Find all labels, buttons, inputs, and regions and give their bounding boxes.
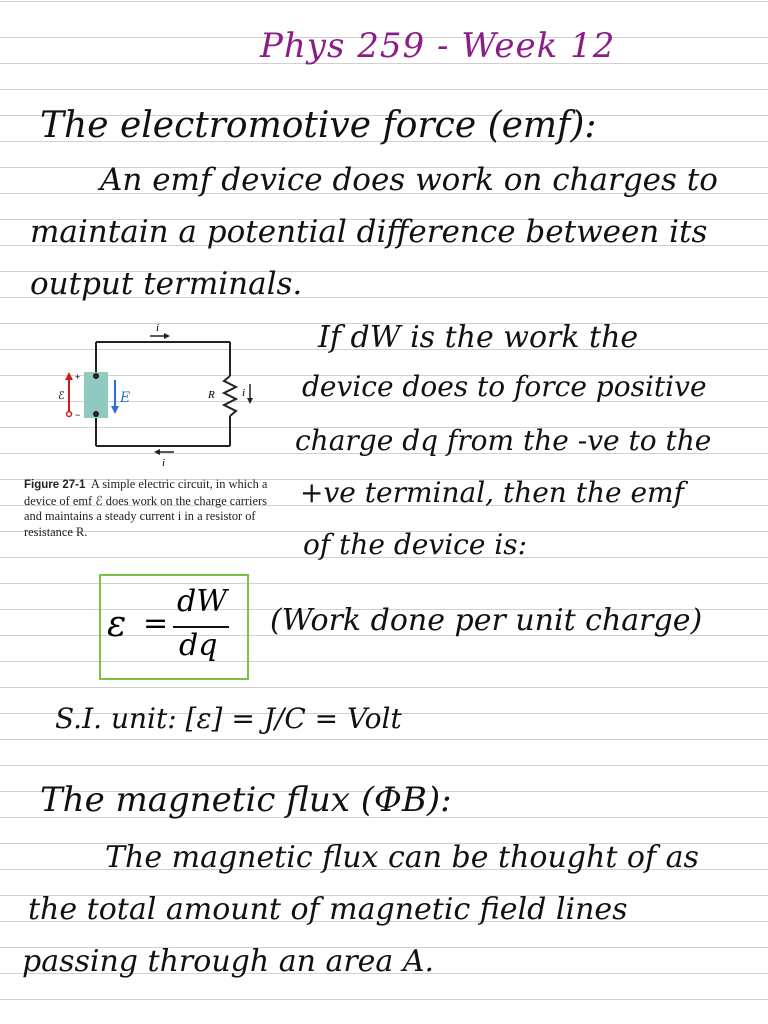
circuit-figure [58,320,258,470]
page-title: Phys 259 - Week 12 [260,26,616,66]
emf-definition-line-2: device does to force positive [302,370,707,403]
emf-line-1: An emf device does work on charges to [100,162,718,198]
resistor-symbol [224,376,236,416]
emf-definition-line-1: If dW is the work the [318,320,639,355]
svg-text:+: + [75,372,81,382]
svg-text:i: i [242,387,246,399]
si-unit-line: S.I. unit: [ε] = J/C = Volt [55,702,402,735]
svg-text:i: i [162,457,166,469]
formula-denominator: dq [179,628,218,663]
figure-caption-text: A simple electric circuit, in which a device of emf ℰ does work on the charge carriers and maintains a steady current i in a resistor of resistance R. [24,477,268,539]
svg-text:E: E [120,390,131,406]
figure-caption [24,477,286,540]
svg-text:R: R [208,389,215,401]
circuit-diagram [58,320,258,470]
emf-definition-line-4: +ve terminal, then the emf [300,476,684,509]
figure-caption-label: Figure 27-1 [24,479,86,491]
flux-heading: The magnetic flux (ΦB): [40,780,452,820]
emf-formula [99,574,249,680]
emf-definition-line-5: of the device is: [303,528,528,561]
formula-equals: = [143,606,169,641]
svg-text:i: i [156,322,160,334]
flux-line-1: The magnetic flux can be thought of as [105,840,699,875]
emf-definition-line-3: charge dq from the -ve to the [295,424,712,457]
formula-numerator: dW [177,584,228,619]
formula-lhs: ε [107,604,127,645]
emf-line-3: output terminals. [30,266,303,302]
flux-line-3: passing through an area A. [22,944,435,979]
flux-line-2: the total amount of magnetic field lines [28,892,628,927]
svg-text:−: − [75,410,81,420]
formula-note: (Work done per unit charge) [270,603,703,638]
emf-heading: The electromotive force (emf): [40,105,597,146]
svg-text:ℰ: ℰ [58,390,65,402]
emf-line-2: maintain a potential difference between its [30,214,708,250]
